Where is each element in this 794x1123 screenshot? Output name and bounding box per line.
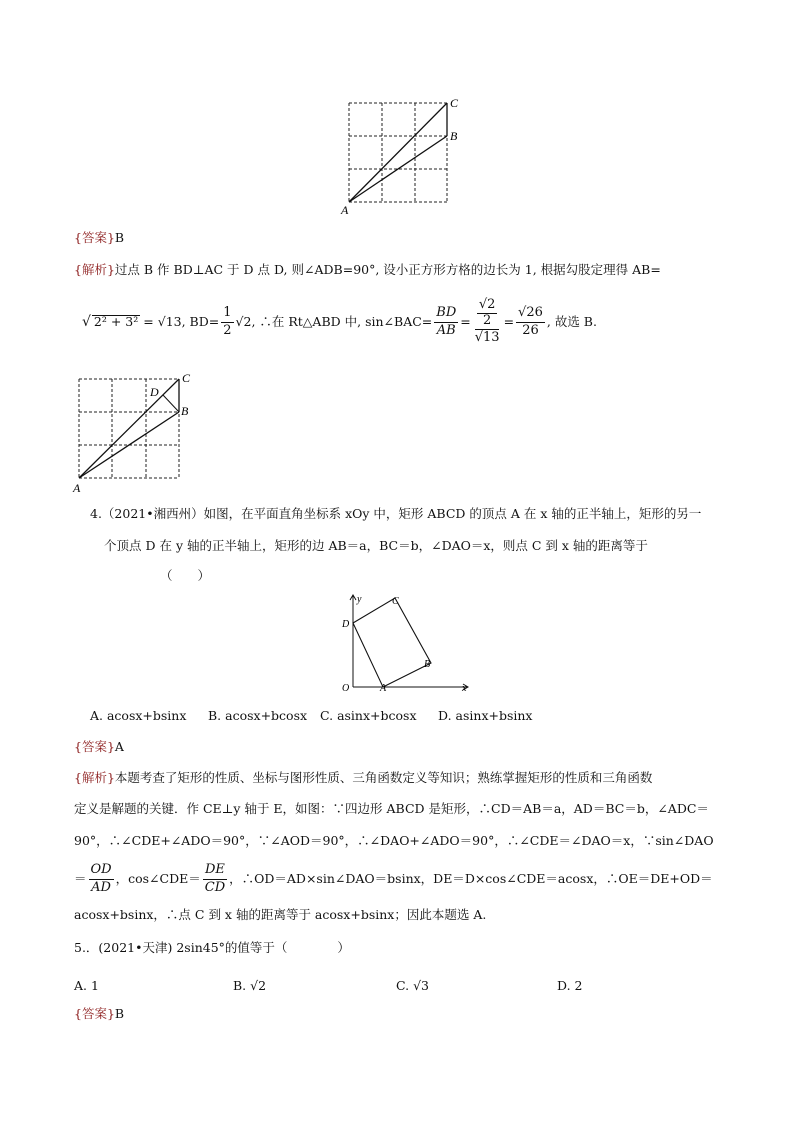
q5-option-b: B. √2 [233, 978, 267, 993]
answer-value: A [114, 739, 124, 754]
q4-line-1: 4.（2021•湘西州）如图，在平面直角坐标系 xOy 中，矩形 ABCD 的顶点 A 在 x 轴的正半轴上，矩形的另一 [90, 506, 702, 521]
analysis-4-line-1 [74, 772, 652, 785]
answer-label: {答案} [74, 230, 115, 245]
axis-label-y: y [357, 594, 362, 605]
analysis-3-formula: √ 2² + 3² = √13 , BD= $\frac{1}{2}$ √2 , ∴在 Rt△ABD 中, sin∠BAC= $\frac{BD}{AB}$ = √2 2 √13 = $\frac{√26}{26}$ , 故选 B. [82, 296, 597, 346]
equals-1: = [460, 313, 471, 329]
label-d: D [342, 619, 350, 630]
analysis-label: {解析} [74, 770, 115, 785]
label-c: C [392, 596, 399, 607]
q4-option-b: B. acosx+bcosx [208, 708, 308, 723]
analysis-text: 本题考查了矩形的性质、坐标与图形性质、三角函数定义等知识；熟练掌握矩形的性质和三角函数 [114, 770, 653, 785]
answer-4 [74, 741, 124, 754]
frac-od-ad: $\frac{OD}{AD}$ [90, 861, 112, 895]
answer-value: B [114, 230, 125, 245]
label-c: C [450, 96, 459, 110]
segment-ab [349, 136, 447, 202]
figure-grid-abc [340, 95, 470, 215]
frac-result: $\frac{√26}{26}$ [518, 304, 543, 338]
frac-bd-ab: $\frac{BD}{AB}$ [436, 304, 457, 338]
equals-2: = [503, 313, 515, 329]
bd-label: , BD= [181, 313, 220, 329]
q5-option-a: A. 1 [74, 978, 99, 993]
q4-option-d: D. asinx+bsinx [438, 708, 533, 723]
label-a: A [341, 203, 349, 215]
od-text: ，∴OD＝AD×sin∠DAO＝bsinx，DE＝D×cos∠CDE＝acosx，∴OE＝DE+OD＝ [229, 870, 713, 886]
analysis-4-line-5: acosx+bsinx，∴点 C 到 x 轴的距离等于 acosx+bsinx；因此本题选 A. [74, 907, 487, 922]
segment-ac [349, 103, 447, 202]
frac-nested: √2 2 √13 [474, 296, 500, 346]
q5-option-c: C. √3 [396, 978, 429, 993]
eq-sqrt13: = √13 [143, 313, 182, 329]
frac-de-cd: $\frac{DE}{CD}$ [204, 861, 226, 895]
q5-option-d: D. 2 [557, 978, 583, 993]
analysis-text: 过点 B 作 BD⊥AC 于 D 点 D, 则∠ADB=90°, 设小正方形方格的边长为 1, 根据勾股定理得 AB= [114, 262, 661, 277]
analysis-4-line-4 [74, 857, 713, 901]
label-c: C [182, 371, 191, 385]
q5-line: 5.．(2021•天津) 2sin45°的值等于（ ） [74, 940, 350, 955]
radicand-ab: 2² + 3² [93, 314, 139, 330]
frac-half: $\frac{1}{2}$ [223, 304, 232, 338]
q4-option-c: C. asinx+bcosx [320, 708, 417, 723]
label-a: A [380, 683, 387, 694]
answer-5 [74, 1008, 124, 1021]
equals: ＝ [74, 870, 87, 886]
label-o: O [342, 683, 350, 694]
analysis-3-line-1 [74, 264, 661, 277]
label-b: B [424, 659, 431, 670]
label-b: B [450, 129, 458, 143]
answer-value: B [114, 1006, 125, 1021]
answer-label: {答案} [74, 1006, 115, 1021]
cos-text: ，cos∠CDE＝ [115, 870, 201, 886]
label-d: D [150, 385, 159, 399]
analysis-label: {解析} [74, 262, 115, 277]
analysis-4-line-2: 定义是解题的关键．作 CE⊥y 轴于 E，如图：∵四边形 ABCD 是矩形，∴CD＝AB＝a，AD＝BC＝b，∠ADC＝ [74, 801, 709, 816]
rt-text: , ∴在 Rt△ABD 中, sin∠BAC= [251, 313, 433, 329]
label-a: A [73, 481, 81, 495]
label-b: B [181, 404, 189, 418]
axis-label-x: x [462, 683, 467, 694]
q4-line-2: 个顶点 D 在 y 轴的正半轴上，矩形的边 AB＝a，BC＝b，∠DAO＝x，则点 C 到 x 轴的距离等于 [104, 538, 648, 553]
q4-paren: （ ） [160, 568, 211, 583]
analysis-4-line-3: 90°，∴∠CDE+∠ADO＝90°，∵∠AOD＝90°，∴∠DAO+∠ADO＝90°，∴∠CDE＝∠DAO＝x，∵sin∠DAO [74, 833, 714, 848]
figure-grid-abcd [70, 370, 200, 495]
tail-text: , 故选 B. [546, 313, 597, 329]
answer-3 [74, 232, 124, 245]
figure-coordinate-rectangle [338, 590, 478, 700]
answer-label: {答案} [74, 739, 115, 754]
q4-option-a: A. acosx+bsinx [90, 708, 187, 723]
bd-sqrt: √2 [235, 313, 252, 329]
